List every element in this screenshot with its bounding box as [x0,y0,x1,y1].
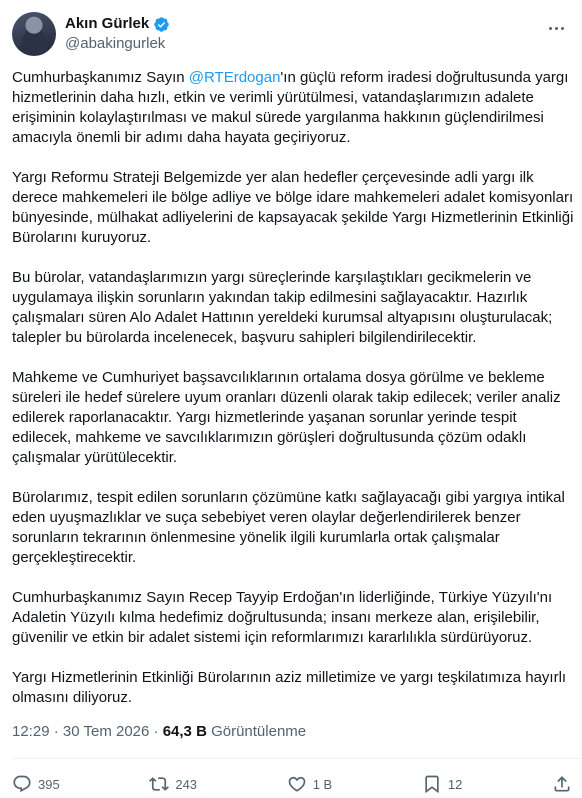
views-label: Görüntülenme [206,723,307,740]
more-icon[interactable] [546,18,566,38]
tweet-paragraph-1 [12,68,574,148]
bookmark-count: 12 [447,776,463,792]
verified-badge-icon [153,16,170,33]
tweet-time[interactable]: 12:29 [12,723,50,740]
reply-count: 395 [38,776,60,792]
bookmark-button[interactable] [422,774,462,794]
paragraph-text: Cumhurbaşkanımız Sayın [12,69,189,86]
repost-count: 243 [175,776,198,792]
tweet-paragraph-7: Yargı Hizmetlerinin Etkinliği Bürolarının aziz milletimize ve yargı teşkilatımıza hayırlı olmasını diliyoruz. [12,669,567,706]
share-icon [552,774,572,794]
tweet-paragraph-5: Bürolarımız, tespit edilen sorunların çözümüne katkı sağlayacağı gibi yargıya intikal eden uyuşmazlıklar ve suça sebebiyet veren olaylar değerlendirilerek benzer sorunların tekrarının önlenmesine yönelik ilgili kurumlarla ortak çalışmalar gerçekleştirecektir. [12,489,565,566]
views-count: 64,3 B [162,723,207,740]
divider [12,758,582,759]
meta-separator: · [149,723,163,740]
tweet-paragraph-6: Cumhurbaşkanımız Sayın Recep Tayyip Erdoğan'ın liderliğinde, Türkiye Yüzyılı'nı Adaletin Yüzyılı kılma hedefimiz doğrultusunda; insanı merkeze alan, erişilebilir, güvenilir ve etkin bir adalet sistemi için reformlarımızı kararlılıkla sürdürüyoruz. [12,589,553,646]
avatar[interactable] [12,12,56,56]
reply-button[interactable] [12,774,60,794]
tweet-paragraph-4: Mahkeme ve Cumhuriyet başsavcılıklarının ortalama dosya görülme ve bekleme süreleri ile hedef sürelere uyum oranları düzenli olarak takip edilecek; veriler analiz edilerek raporlanacaktır. Yargı hizmetlerinde yaşanan sorunlar yerinde tespit edilecek, mahkeme ve savcılıklarımızın görüşleri doğrultusunda çözüm odaklı çalışmalar yürütülecektir. [12,369,561,466]
reply-icon [12,774,32,794]
mention-link[interactable]: @RTErdogan [188,69,281,86]
tweet-meta [12,722,306,742]
share-button[interactable] [552,774,572,794]
tweet-header [12,12,170,56]
bookmark-icon [422,774,442,794]
like-icon [287,774,307,794]
repost-icon [149,774,169,794]
tweet-date[interactable]: 30 Tem 2026 [62,723,150,740]
like-count: 1 B [312,776,333,792]
tweet-paragraph-3: Bu bürolar, vatandaşlarımızın yargı süreçlerinde karşılaştıkları gecikmelerin ve uygulamaya ilişkin sorunların yakından takip edilmesini sağlayacaktır. Hazırlık çalışmaları süren Alo Adalet Hattının yereldeki kurumsal altyapısını oluşturulacak; talepler bu bürolarda incelenecek, başvuru sahipleri bilgilendirilecektir. [12,269,553,346]
author-handle[interactable]: @abakingurlek [65,35,166,52]
action-bar [12,772,572,796]
tweet-paragraph-2: Yargı Reformu Strateji Belgemizde yer alan hedefler çerçevesinde adli yargı ilk derece mahkemeleri ile bölge adliye ve bölge idare mahkemeleri adalet komisyonları bünyesinde, mülhakat adliyelerini de kapsayacak şekilde Yargı Hizmetlerinin Etkinliği Bürolarını kuruyoruz. [12,169,574,246]
author-display-name[interactable]: Akın Gürlek [65,15,150,32]
author-info [65,14,170,54]
like-button[interactable] [287,774,333,794]
repost-button[interactable] [149,774,197,794]
name-row [65,14,170,34]
tweet-text [12,68,574,728]
paragraph-text: 'ın güçlü reform iradesi doğrultusunda yargı hizmetlerinin daha hızlı, etkin ve verimli yürütülmesi, vatandaşlarımızın adalete erişiminin kolaylaştırılması ve makul sürede yargılanma hakkının güçlendirilmesi amacıyla önemli bir adımı daha hayata geçiriyoruz. [12,69,569,146]
meta-separator: · [49,723,63,740]
